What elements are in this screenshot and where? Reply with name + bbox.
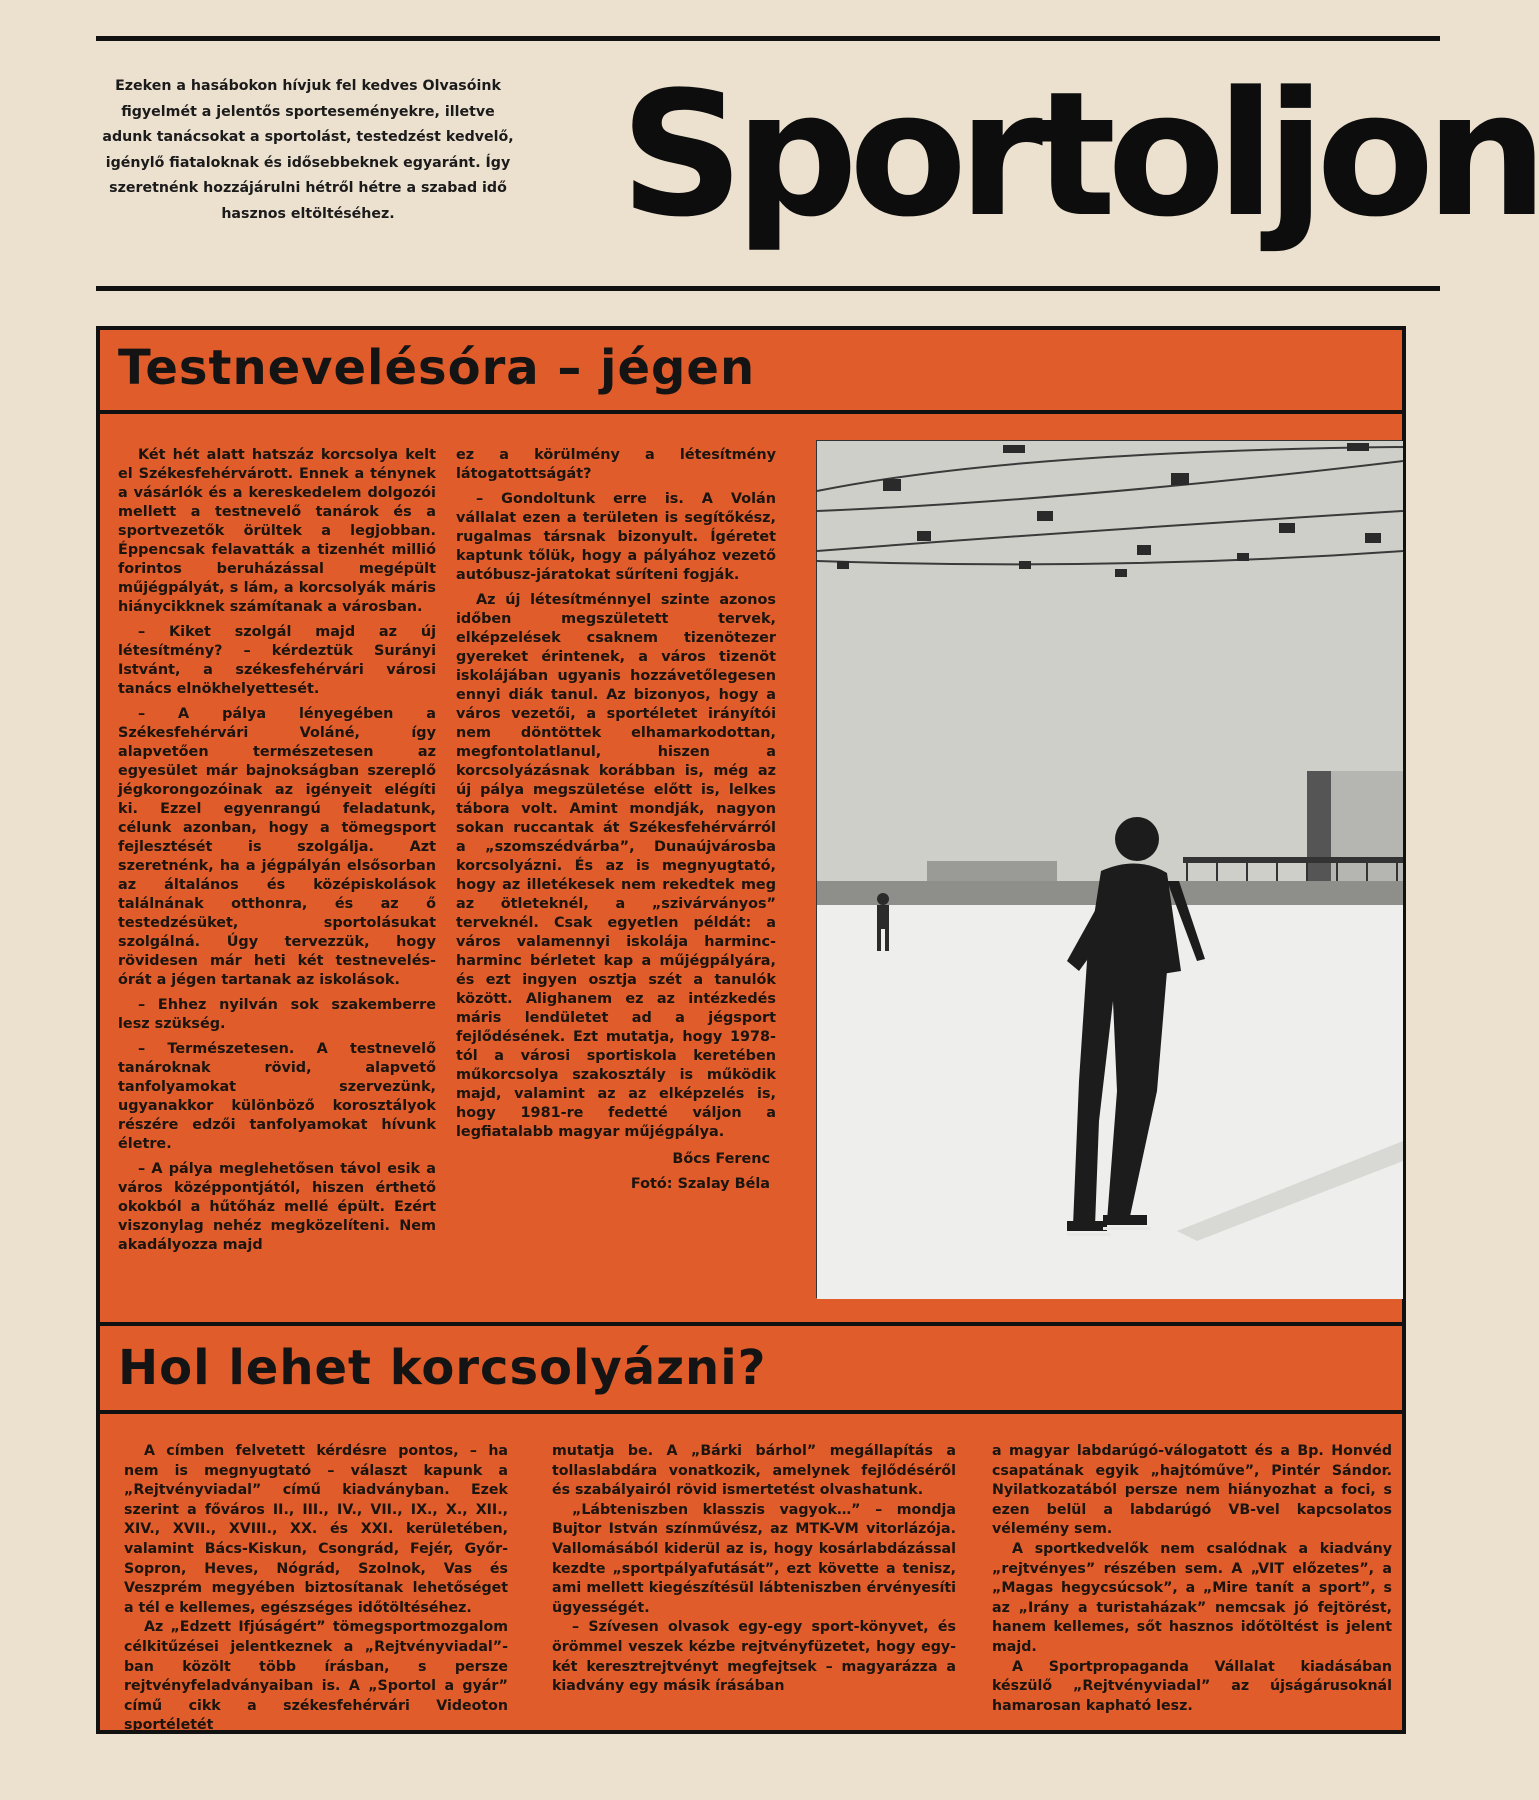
article-column-3: [992, 1442, 1392, 1716]
article-column-1: [118, 446, 436, 1261]
article-column-1: [124, 1442, 508, 1736]
article-column-2: [456, 446, 776, 1200]
paragraph: A címben felvetett kérdésre pontos, – ha nem is megnyugtató – választ kapunk a „Rejtvényviadal” című kiadványban. Ezek szerint a főváros II., III., IV., VII., IX., X., XII., XIV., XVII., XVIII., XX. és XXI. kerületében, valamint Bács-Kiskun, Csongrád, Fejér, Győr-Sopron, Heves, Nógrád, Szolnok, Vas és Veszprém megyében biztosítanak lehetőséget a tél e kellemes, egészséges időtöltéséhez.: [124, 1443, 508, 1616]
paragraph: Az „Edzett Ifjúságért” tömegsportmozgalom célkitűzései jelentkeznek a „Rejtvényviadal”-ban közölt több írásban, s persze rejtvényfeladványaiban is. A „Sportol a gyár” című cikk a székesfehérvári Videoton sportéletét: [124, 1619, 508, 1734]
paragraph: – Kiket szolgál majd az új létesítmény? – kérdeztük Surányi Istvánt, a székesfehérvári városi tanács elnökhelyettesét.: [118, 624, 436, 697]
paragraph: A Sportpropaganda Vállalat kiadásában készülő „Rejtvényviadal” az újságárusoknál hamarosan kapható lesz.: [992, 1658, 1392, 1714]
article-headline: Testnevelésóra – jégen: [118, 340, 756, 396]
top-rule: [96, 36, 1440, 41]
paragraph: – Szívesen olvasok egy-egy sport-könyvet, és örömmel veszek kézbe rejtvényfüzetet, hogy egy-két keresztrejtvényt megfejtsek – magyarázza a kiadvány egy másik írásában: [552, 1619, 956, 1695]
paragraph: – A pálya meglehetősen távol esik a város középpontjától, hiszen érthető okokból a hűtőház mellé épült. Ezért viszonylag nehéz megközelíteni. Nem akadályozza majd: [118, 1161, 436, 1253]
byline: [456, 1150, 776, 1194]
intro-text: Ezeken a hasábokon hívjuk fel kedves Olvasóink figyelmét a jelentős sporteseményekre, illetve adunk tanácsokat a sportolást, testedzést kedvelő, igénylő fiataloknak és idősebbeknek egyaránt. Így szeretnénk hozzájárulni hétről hétre a szabad idő hasznos eltöltéséhez.: [102, 78, 514, 222]
paragraph: mutatja be. A „Bárki bárhol” megállapítás a tollaslabdára vonatkozik, amelynek fejlődéséről és szabályairól rövid ismertetést olvashatunk.: [552, 1443, 956, 1499]
article-headline: Hol lehet korcsolyázni?: [118, 1340, 767, 1396]
paragraph: – Gondoltunk erre is. A Volán vállalat ezen a területen is segítőkész, rugalmas társnak bizonyult. Ígéretet kaptunk tőlük, hogy a pályához vezető autóbusz-járatokat sűríteni fogják.: [456, 491, 776, 583]
ice-rink-illustration: [817, 441, 1403, 1299]
paragraph: Az új létesítménnyel szinte azonos időben megszületett tervek, elképzelések csaknem tizenötezer gyereket érintenek, a város tizenöt iskolájában ugyanis hozzávetőlegesen ennyi diák tanul. Az bizonyos, hogy a város vezetői, a sportéletet irányítói nem döntöttek elhamarkodottan, megfontolatlanul, hiszen a korcsolyázásnak korábban is, még az új pálya megszületése előtt is, lelkes tábora volt. Amint mondják, nagyon sokan ruccantak át Székesfehérvárról a „szomszédvárba”, Dunaújvárosba korcsolyázni. És az is megnyugtató, hogy az illetékesek nem rekedtek meg az ötleteknél, a „szivárványos” terveknél. Csak egyetlen példát: a város valamennyi iskolája harminc-harminc bérletet kap a műjégpályára, és ezt ingyen osztja szét a tanulók között. Alighanem ez az intézkedés máris lendületet ad a jégsport fejlődésének. Ezt mutatja, hogy 1978-tól a városi sportiskola keretében műkorcsolya szakosztály is működik majd, valamint az az elképzelés is, hogy 1981-re fedetté váljon a legfiatalabb magyar műjégpálya.: [456, 592, 776, 1140]
article-column-2: [552, 1442, 956, 1697]
ice-skater-photo: [816, 440, 1402, 1298]
paragraph: – A pálya lényegében a Székesfehérvári Voláné, így alapvetően természetesen az egyesület már bajnokságban szereplő jégkorongozóinak az igényeit elégíti ki. Ezzel egyenrangú feladatunk, célunk azonban, hogy a tömegsport fejlesztését is szolgálja. Azt szeretnénk, ha a jégpályán elsősorban az általános és középiskolások találnának otthonra, és az ő testedzésüket, sportolásukat szolgálná. Úgy tervezzük, hogy rövidesen már heti két testnevelés-órát a jégen tartanak az iskolások.: [118, 706, 436, 988]
author-name: Bőcs Ferenc: [672, 1151, 770, 1167]
paragraph: – Ehhez nyilván sok szakemberre lesz szükség.: [118, 997, 436, 1032]
paragraph: – Természetesen. A testnevelő tanároknak rövid, alapvető tanfolyamokat szervezünk, ugyanakkor különböző korosztályok részére edzői tanfolyamokat hívunk életre.: [118, 1041, 436, 1152]
article-korcsolyazni: [96, 1326, 1406, 1734]
photo-credit: Fotó: Szalay Béla: [630, 1176, 770, 1192]
masthead: Sportoljon: [620, 54, 1539, 255]
headline-bar: [100, 330, 1402, 414]
paragraph: Két hét alatt hatszáz korcsolya kelt el Székesfehérvárott. Ennek a ténynek a vásárlók és a kereskedelem dolgozói mellett a testnevelő tanárok és a sportvezetők örültek a legjobban. Éppencsak felavatták a tizenhét millió forintos beruházással megépült műjégpályát, s lám, a korcsolyák máris hiánycikknek számítanak a városban.: [118, 447, 436, 615]
paragraph: „Lábteniszben klasszis vagyok…” – mondja Bujtor István színművész, az MTK-VM vitorlázója. Vallomásából kiderül az is, hogy kosárlabdázással kezdte „sportpályafutását”, ezt követte a tenisz, ami mellett kiegészítésül lábteniszben érvényesíti ügyességét.: [552, 1501, 956, 1616]
masthead-bottom-rule: [96, 286, 1440, 291]
article-testneveles: [96, 326, 1406, 1326]
headline-bar: [100, 1326, 1402, 1414]
paragraph: A sportkedvelők nem csalódnak a kiadvány „rejtvényes” részében sem. A „VIT előzetes”, a „Magas hegycsúcsok”, a „Mire tanít a sport”, s az „Irány a turistaházak” nemcsak jó fejtörést, hanem kellemes, sőt hasznos időtöltést is jelent majd.: [992, 1540, 1392, 1655]
paragraph: a magyar labdarúgó-válogatott és a Bp. Honvéd csapatának egyik „hajtóműve”, Pintér Sándor. Nyilatkozatából persze nem hiányozhat a foci, s ezen belül a labdarúgó VB-vel kapcsolatos vélemény sem.: [992, 1443, 1392, 1538]
paragraph: ez a körülmény a létesítmény látogatottságát?: [456, 447, 776, 482]
